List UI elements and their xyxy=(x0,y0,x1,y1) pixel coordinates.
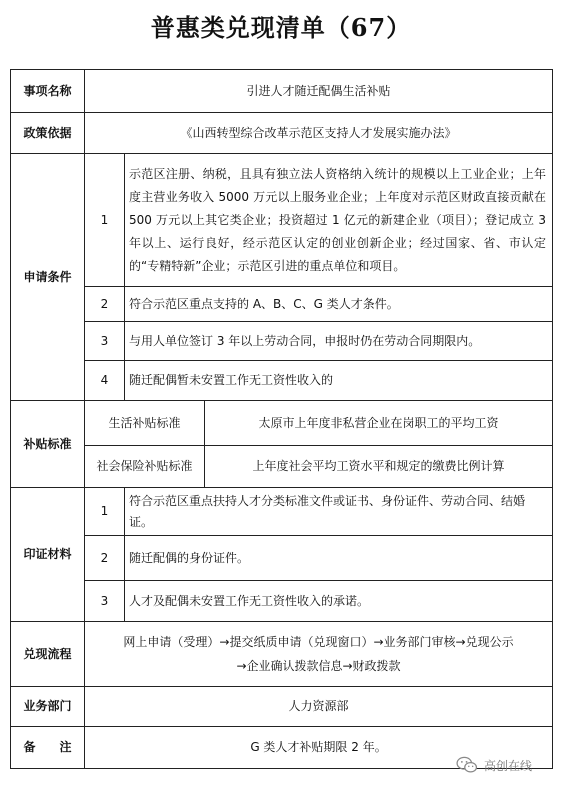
material-text: 人才及配偶未安置工作无工资性收入的承诺。 xyxy=(125,581,553,622)
department-value: 人力资源部 xyxy=(85,687,553,727)
material-text: 随迁配偶的身份证件。 xyxy=(125,536,553,581)
subsidy-label: 补贴标准 xyxy=(11,401,85,488)
row-department xyxy=(11,687,553,727)
condition-text: 与用人单位签订 3 年以上劳动合同，申报时仍在劳动合同期限内。 xyxy=(125,322,553,361)
subsidy-value: 太原市上年度非私营企业在岗职工的平均工资 xyxy=(205,401,553,446)
condition-text: 随迁配偶暂未安置工作无工资性收入的 xyxy=(125,361,553,401)
row-policy-basis xyxy=(11,113,553,154)
material-row xyxy=(11,488,553,536)
watermark-text: 高创在线 xyxy=(484,758,533,773)
materials-label: 印证材料 xyxy=(11,488,85,622)
condition-number: 4 xyxy=(85,361,125,401)
condition-row xyxy=(11,154,553,287)
process-line: →企业确认拨款信息→财政拨款 xyxy=(236,659,401,673)
policy-basis-label: 政策依据 xyxy=(11,113,85,154)
subsidy-name: 社会保险补贴标准 xyxy=(85,446,205,488)
material-number: 3 xyxy=(85,581,125,622)
subsidy-row xyxy=(11,446,553,488)
material-text: 符合示范区重点扶持人才分类标准文件或证书、身份证件、劳动合同、结婚证。 xyxy=(125,488,553,536)
material-number: 1 xyxy=(85,488,125,536)
material-row xyxy=(11,536,553,581)
row-process xyxy=(11,622,553,687)
row-item-name xyxy=(11,70,553,113)
material-row xyxy=(11,581,553,622)
condition-number: 1 xyxy=(85,154,125,287)
condition-row xyxy=(11,287,553,322)
material-number: 2 xyxy=(85,536,125,581)
process-flow xyxy=(85,622,553,687)
subsidy-name: 生活补贴标准 xyxy=(85,401,205,446)
condition-number: 3 xyxy=(85,322,125,361)
conditions-label: 申请条件 xyxy=(11,154,85,401)
condition-row xyxy=(11,322,553,361)
item-name-value: 引进人才随迁配偶生活补贴 xyxy=(85,70,553,113)
condition-number: 2 xyxy=(85,287,125,322)
remarks-label: 备 注 xyxy=(11,727,85,769)
condition-row xyxy=(11,361,553,401)
department-label: 业务部门 xyxy=(11,687,85,727)
condition-text: 示范区注册、纳税，且具有独立法人资格纳入统计的规模以上工业企业；上年度主营业务收入 5000 万元以上服务业企业；上年度对示范区财政直接贡献在 500 万元以上其它类企业；投资超过 1 亿元的新建企业（项目）；登记成立 3 年以上、运行良好，经示范区认定的创业创新企业；经过国家、省、市认定的“专精特新”企业；示范区引进的重点单位和项目。 xyxy=(125,154,553,287)
condition-text: 符合示范区重点支持的 A、B、C、G 类人才条件。 xyxy=(125,287,553,322)
subsidy-row xyxy=(11,401,553,446)
policy-basis-value: 《山西转型综合改革示范区支持人才发展实施办法》 xyxy=(85,113,553,154)
item-name-label: 事项名称 xyxy=(11,70,85,113)
subsidy-value: 上年度社会平均工资水平和规定的缴费比例计算 xyxy=(205,446,553,488)
watermark xyxy=(456,755,532,775)
remarks-value: G 类人才补贴期限 2 年。 xyxy=(85,727,553,769)
wechat-icon xyxy=(456,756,478,774)
policy-table xyxy=(10,69,553,769)
page-title: 普惠类兑现清单（67） xyxy=(150,13,412,42)
process-line: 网上申请（受理）→提交纸质申请（兑现窗口）→业务部门审核→兑现公示 xyxy=(123,635,514,649)
process-label: 兑现流程 xyxy=(11,622,85,687)
